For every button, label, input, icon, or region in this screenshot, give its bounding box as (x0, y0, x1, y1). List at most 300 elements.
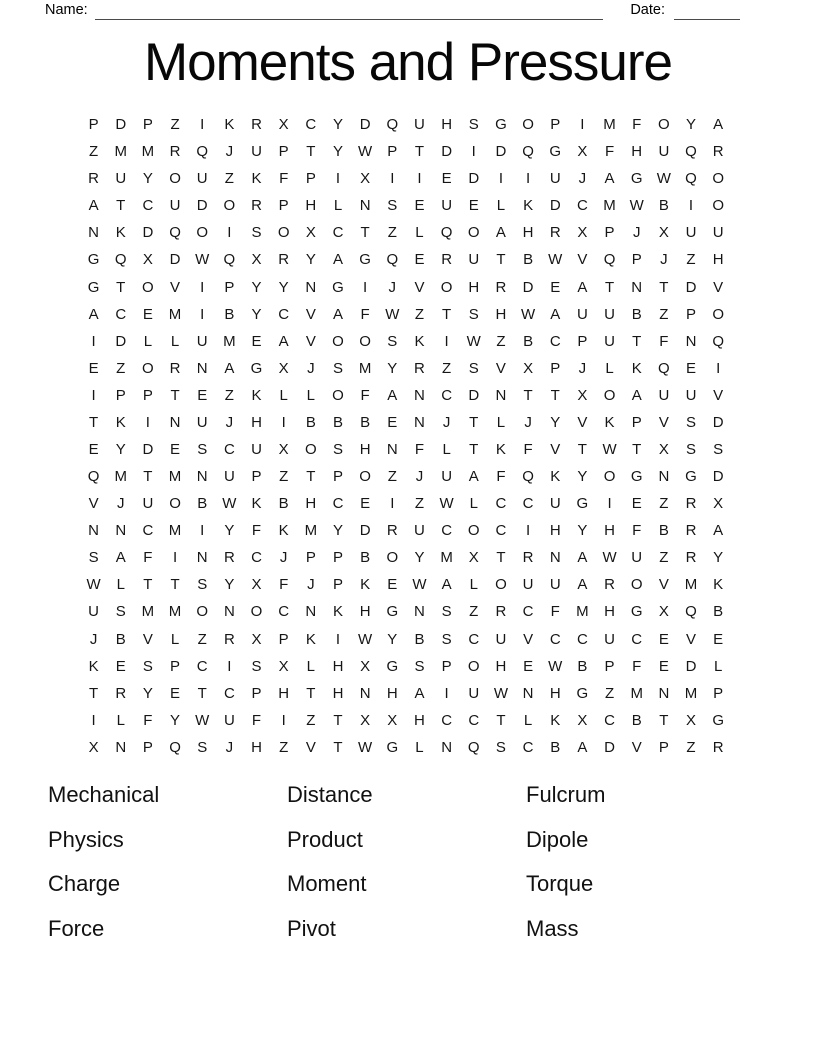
grid-letter: J (632, 224, 641, 242)
grid-letter: I (91, 332, 96, 350)
grid-letter: D (522, 278, 534, 296)
grid-letter: Q (223, 251, 236, 269)
name-blank-line (95, 4, 604, 20)
grid-letter: I (281, 711, 286, 729)
grid-letter: K (604, 413, 615, 431)
grid-letter: V (713, 386, 724, 404)
grid-letter: A (224, 359, 235, 377)
grid-letter: X (88, 738, 99, 756)
grid-letter: Q (522, 468, 534, 486)
grid-letter: K (115, 413, 126, 431)
grid-letter: S (713, 440, 724, 458)
grid-letter: T (197, 684, 207, 702)
grid-letter: Z (387, 224, 397, 242)
grid-letter: Z (306, 711, 316, 729)
grid-letter: L (415, 224, 424, 242)
grid-letter: T (577, 440, 587, 458)
grid-letter: V (305, 305, 316, 323)
grid-letter: N (658, 684, 670, 702)
grid-letter: S (686, 440, 697, 458)
grid-letter: S (332, 440, 343, 458)
grid-letter: P (305, 170, 316, 188)
word-list-item: Moment (287, 871, 367, 897)
grid-letter: N (685, 332, 697, 350)
grid-letter: I (363, 278, 368, 296)
grid-letter: O (169, 170, 181, 188)
grid-letter: B (224, 305, 235, 323)
grid-letter: E (251, 332, 262, 350)
word-list-item: Pivot (287, 915, 336, 941)
grid-letter: X (658, 603, 669, 621)
grid-letter: F (143, 711, 153, 729)
grid-letter: D (441, 143, 453, 161)
grid-letter: R (685, 495, 697, 513)
grid-letter: P (251, 684, 262, 702)
grid-letter: P (604, 657, 615, 675)
grid-letter: L (496, 413, 506, 431)
grid-letter: T (88, 413, 99, 431)
grid-letter: N (414, 413, 425, 431)
grid-letter: N (658, 468, 670, 486)
grid-letter: Y (577, 468, 588, 486)
grid-letter: P (550, 116, 561, 134)
grid-letter: I (91, 386, 96, 404)
grid-letter: M (440, 549, 453, 567)
grid-letter: F (550, 603, 560, 621)
grid-letter: D (196, 197, 208, 215)
grid-letter: M (576, 603, 589, 621)
grid-letter: U (196, 413, 208, 431)
grid-letter: P (142, 116, 153, 134)
grid-letter: D (549, 197, 561, 215)
date-blank-line (674, 4, 740, 20)
grid-letter: V (577, 251, 588, 269)
grid-letter: S (387, 332, 398, 350)
grid-letter: A (414, 684, 425, 702)
grid-letter: P (142, 386, 153, 404)
grid-letter: A (577, 549, 588, 567)
grid-letter: A (115, 549, 126, 567)
grid-letter: L (143, 332, 153, 350)
grid-letter: C (522, 738, 534, 756)
grid-letter: U (414, 522, 425, 540)
grid-letter: Z (604, 684, 615, 702)
grid-letter: B (414, 630, 425, 648)
grid-letter: F (523, 440, 533, 458)
grid-letter: U (115, 170, 127, 188)
grid-letter: Z (686, 738, 696, 756)
grid-letter: K (251, 386, 262, 404)
grid-letter: I (200, 278, 205, 296)
grid-letter: T (496, 711, 506, 729)
grid-letter: S (387, 197, 398, 215)
grid-letter: O (603, 386, 616, 404)
grid-letter: D (115, 332, 127, 350)
grid-letter: X (523, 359, 534, 377)
grid-letter: O (332, 386, 344, 404)
grid-letter: S (468, 305, 479, 323)
grid-letter: C (441, 386, 453, 404)
word-list-item: Physics (48, 826, 124, 852)
grid-letter: M (304, 522, 318, 540)
grid-letter: A (468, 468, 479, 486)
grid-letter: O (169, 495, 181, 513)
grid-letter: Z (414, 495, 425, 513)
grid-letter: T (659, 711, 669, 729)
grid-letter: W (602, 549, 617, 567)
grid-letter: Q (712, 332, 724, 350)
grid-letter: T (360, 224, 370, 242)
grid-letter: N (88, 522, 99, 540)
grid-letter: W (602, 440, 617, 458)
grid-letter: Y (115, 440, 126, 458)
grid-letter: X (360, 170, 371, 188)
grid-letter: H (712, 251, 724, 269)
grid-letter: G (630, 170, 643, 188)
grid-letter: E (414, 197, 425, 215)
grid-letter: U (549, 495, 561, 513)
grid-letter: W (439, 495, 454, 513)
grid-letter: H (468, 278, 480, 296)
grid-letter: R (441, 251, 453, 269)
grid-letter: U (495, 630, 507, 648)
word-list-item: Charge (48, 871, 121, 897)
grid-letter: W (548, 657, 563, 675)
grid-letter: I (335, 170, 341, 188)
grid-letter: S (142, 657, 153, 675)
grid-letter: P (631, 251, 642, 269)
grid-letter: O (712, 305, 724, 323)
grid-letter: C (576, 630, 588, 648)
grid-letter: A (577, 278, 588, 296)
grid-letter: K (88, 657, 99, 675)
grid-letter: F (251, 711, 262, 729)
grid-letter: O (658, 116, 670, 134)
grid-letter: S (115, 603, 126, 621)
grid-letter: I (390, 170, 395, 188)
grid-letter: Q (87, 468, 100, 486)
grid-letter: J (307, 359, 315, 377)
grid-letter: Q (169, 224, 181, 242)
grid-letter: V (170, 278, 181, 296)
grid-letter: Z (659, 549, 669, 567)
grid-letter: E (88, 359, 99, 377)
grid-letter: X (577, 143, 588, 161)
grid-letter: O (630, 576, 643, 594)
grid-letter: J (660, 251, 668, 269)
grid-letter: A (278, 332, 289, 350)
grid-letter: V (658, 576, 669, 594)
grid-letter: O (142, 278, 154, 296)
grid-letter: C (441, 711, 453, 729)
grid-letter: B (713, 603, 724, 621)
grid-letter: X (387, 711, 398, 729)
grid-letter: H (522, 224, 534, 242)
grid-letter: Z (224, 170, 234, 188)
grid-letter: T (170, 386, 180, 404)
grid-letter: L (333, 197, 343, 215)
grid-letter: V (658, 413, 669, 431)
grid-letter: T (116, 278, 126, 296)
grid-letter: R (223, 630, 235, 648)
grid-letter: G (630, 468, 643, 486)
grid-letter: N (359, 197, 371, 215)
grid-letter: U (441, 468, 453, 486)
word-list-column (526, 773, 765, 951)
grid-letter: U (549, 170, 561, 188)
grid-letter: X (360, 657, 371, 675)
grid-letter: Y (224, 576, 235, 594)
grid-letter: Y (686, 116, 697, 134)
grid-letter: R (251, 197, 262, 215)
grid-letter: P (550, 359, 561, 377)
grid-letter: V (142, 630, 153, 648)
grid-letter: N (169, 413, 181, 431)
grid-letter: T (306, 468, 316, 486)
grid-letter: W (358, 143, 373, 161)
grid-letter: D (169, 251, 181, 269)
grid-letter: C (495, 522, 507, 540)
grid-letter: N (631, 278, 643, 296)
grid-letter: O (304, 440, 317, 458)
grid-letter: U (712, 224, 724, 242)
grid-letter: B (523, 251, 534, 269)
grid-letter: V (495, 359, 506, 377)
grid-letter: Y (170, 711, 181, 729)
grid-letter: V (631, 738, 642, 756)
grid-letter: Q (169, 738, 181, 756)
grid-letter: J (442, 413, 451, 431)
grid-letter: X (468, 549, 479, 567)
grid-letter: U (223, 468, 235, 486)
grid-letter: F (360, 386, 370, 404)
grid-letter: Q (522, 143, 534, 161)
grid-letter: U (196, 170, 208, 188)
grid-letter: T (116, 197, 126, 215)
grid-letter: K (550, 711, 561, 729)
grid-letter: O (440, 278, 453, 296)
grid-letter: D (142, 440, 154, 458)
grid-letter: D (495, 143, 507, 161)
grid-letter: A (441, 576, 452, 594)
grid-letter: M (684, 576, 698, 594)
grid-letter: G (386, 657, 399, 675)
grid-letter: B (305, 413, 316, 431)
grid-letter: K (115, 224, 126, 242)
grid-letter: I (200, 522, 205, 540)
word-list (48, 773, 765, 951)
grid-letter: I (498, 170, 503, 188)
word-list-item: Force (48, 915, 105, 941)
grid-letter: E (468, 197, 479, 215)
grid-letter: M (141, 143, 155, 161)
grid-letter: A (577, 576, 588, 594)
grid-letter: C (522, 603, 534, 621)
grid-letter: T (333, 711, 343, 729)
grid-letter: L (469, 495, 478, 513)
grid-letter: R (604, 576, 615, 594)
grid-letter: I (444, 684, 449, 702)
grid-letter: W (86, 576, 101, 594)
grid-letter: Z (442, 359, 452, 377)
grid-letter: U (468, 251, 480, 269)
grid-letter: W (629, 197, 644, 215)
word-search-grid (80, 111, 732, 761)
grid-letter: Y (278, 278, 289, 296)
grid-letter: Z (279, 738, 289, 756)
grid-letter: D (685, 657, 697, 675)
grid-letter: M (223, 332, 236, 350)
grid-letter: W (656, 170, 671, 188)
grid-letter: I (607, 495, 612, 513)
grid-letter: Y (142, 170, 153, 188)
grid-letter: J (89, 630, 98, 648)
grid-letter: O (467, 522, 480, 540)
grid-letter: L (170, 332, 180, 350)
grid-letter: H (305, 197, 317, 215)
grid-letter: M (168, 522, 182, 540)
grid-letter: N (441, 738, 453, 756)
grid-letter: C (468, 630, 480, 648)
grid-letter: U (685, 224, 697, 242)
grid-letter: T (442, 305, 452, 323)
grid-letter: L (306, 657, 315, 675)
grid-letter: K (631, 359, 642, 377)
grid-letter: S (197, 738, 208, 756)
grid-letter: K (495, 440, 506, 458)
grid-letter: W (195, 711, 210, 729)
grid-letter: P (278, 143, 289, 161)
grid-letter: A (495, 224, 506, 242)
grid-letter: W (520, 305, 536, 323)
grid-letter: J (225, 143, 234, 161)
grid-letter: Y (142, 684, 153, 702)
grid-letter: D (468, 170, 480, 188)
grid-letter: N (223, 603, 235, 621)
grid-letter: U (631, 549, 643, 567)
grid-letter: C (223, 684, 235, 702)
grid-letter: U (468, 684, 480, 702)
grid-letter: N (196, 468, 208, 486)
grid-letter: M (684, 684, 698, 702)
grid-letter: E (523, 657, 534, 675)
grid-letter: L (469, 576, 478, 594)
grid-letter: S (468, 359, 479, 377)
grid-letter: E (142, 305, 153, 323)
grid-letter: P (115, 386, 126, 404)
grid-letter: O (712, 170, 724, 188)
grid-letter: I (688, 197, 694, 215)
grid-letter: B (360, 413, 371, 431)
puzzle-title: Moments and Pressure (144, 33, 672, 92)
grid-letter: V (713, 278, 724, 296)
grid-letter: O (495, 576, 507, 594)
grid-letter: D (142, 224, 154, 242)
grid-letter: R (88, 170, 99, 188)
grid-letter: L (496, 197, 506, 215)
grid-letter: X (686, 711, 697, 729)
grid-letter: I (200, 116, 205, 134)
grid-letter: V (686, 630, 697, 648)
grid-letter: K (414, 332, 425, 350)
grid-letter: J (578, 359, 587, 377)
grid-letter: X (251, 251, 262, 269)
grid-letter: T (632, 332, 642, 350)
grid-letter: O (603, 468, 616, 486)
grid-letter: I (172, 549, 178, 567)
grid-letter: Q (114, 251, 127, 269)
grid-letter: A (631, 386, 642, 404)
grid-letter: I (580, 116, 585, 134)
grid-letter: P (170, 657, 181, 675)
grid-letter: W (358, 738, 373, 756)
grid-letter: O (359, 332, 371, 350)
grid-letter: R (223, 549, 235, 567)
grid-letter: D (359, 522, 371, 540)
grid-letter: L (605, 359, 614, 377)
word-list-item: Product (287, 826, 363, 852)
grid-letter: N (305, 603, 317, 621)
grid-letter: M (630, 684, 643, 702)
grid-letter: P (224, 278, 235, 296)
grid-letter: F (496, 468, 506, 486)
grid-letter: C (631, 630, 643, 648)
grid-letter: K (251, 170, 262, 188)
grid-letter: X (305, 224, 316, 242)
grid-letter: A (577, 738, 588, 756)
grid-letter: Y (224, 522, 235, 540)
grid-letter: X (278, 116, 289, 134)
grid-letter: K (523, 197, 534, 215)
grid-letter: C (549, 332, 561, 350)
grid-letter: Z (686, 251, 696, 269)
grid-letter: T (632, 440, 642, 458)
grid-letter: G (332, 278, 344, 296)
grid-letter: H (495, 305, 507, 323)
grid-letter: W (195, 251, 210, 269)
grid-letter: U (169, 197, 181, 215)
grid-letter: J (116, 495, 125, 513)
grid-letter: B (631, 305, 642, 323)
grid-letter: N (196, 549, 208, 567)
grid-letter: O (386, 549, 399, 567)
grid-letter: S (686, 413, 697, 431)
grid-letter: O (522, 116, 534, 134)
grid-letter: T (414, 143, 425, 161)
grid-letter: T (550, 386, 560, 404)
grid-letter: Y (305, 251, 316, 269)
grid-letter: Y (713, 549, 724, 567)
word-list-item: Mechanical (48, 782, 160, 807)
grid-letter: G (250, 359, 263, 377)
grid-letter: I (525, 522, 531, 540)
grid-letter: G (712, 711, 724, 729)
grid-letter: J (415, 468, 424, 486)
grid-letter: G (359, 251, 371, 269)
grid-letter: P (686, 305, 697, 323)
grid-letter: V (414, 278, 425, 296)
grid-letter: C (332, 224, 344, 242)
grid-letter: G (685, 468, 697, 486)
grid-letter: H (631, 143, 643, 161)
grid-letter: X (577, 711, 588, 729)
grid-letter: V (305, 738, 316, 756)
grid-letter: J (279, 549, 288, 567)
grid-letter: Y (550, 413, 561, 431)
grid-letter: S (495, 738, 506, 756)
grid-letter: J (307, 576, 315, 594)
word-list-item: Dipole (526, 826, 589, 852)
